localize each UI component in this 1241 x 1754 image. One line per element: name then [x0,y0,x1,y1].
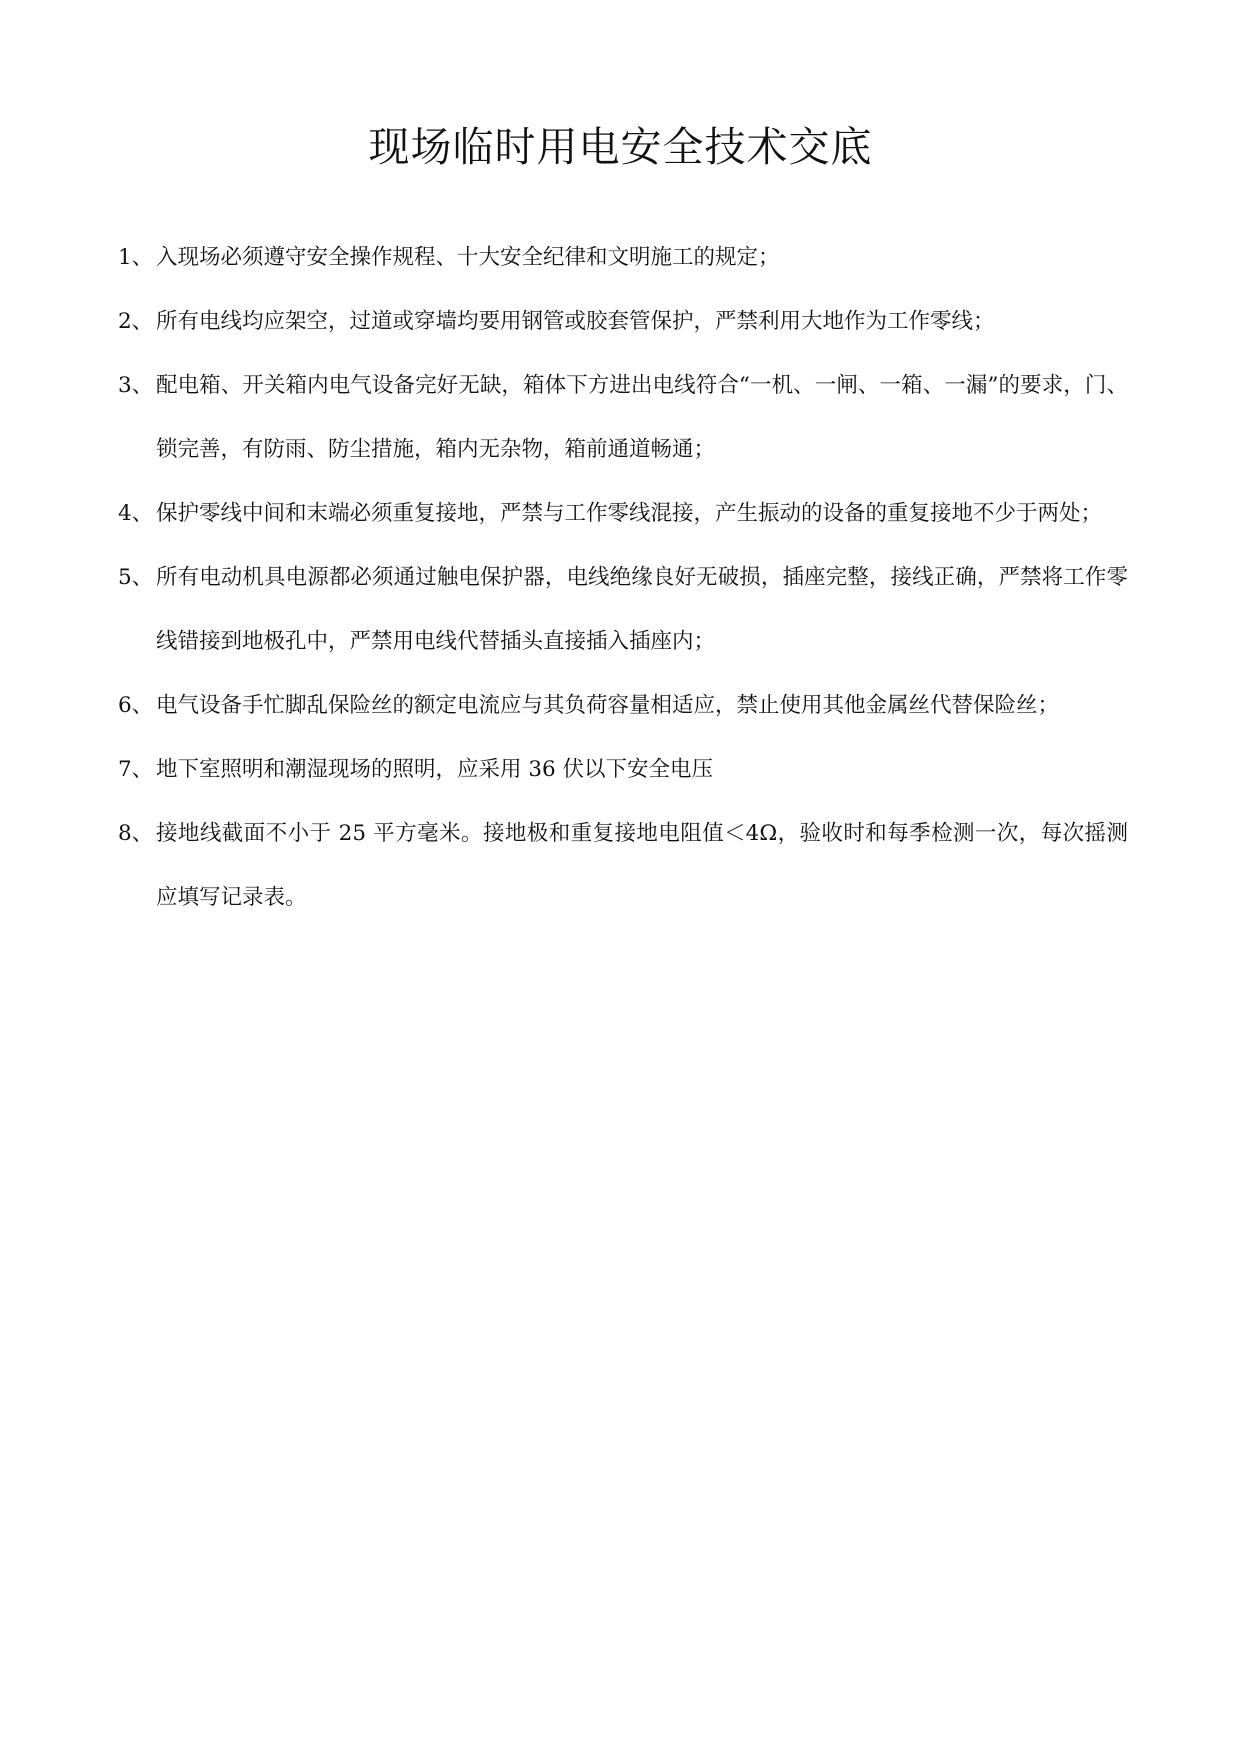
instruction-item-7 [118,738,1128,802]
instruction-list [118,226,1128,930]
item-number: 4、 [118,501,154,526]
item-number: 5、 [118,565,154,590]
item-text: 所有电动机具电源都必须通过触电保护器，电线绝缘良好无破损，插座完整，接线正确，严禁将工作零线错接到地极孔中，严禁用电线代替插头直接插入插座内； [156,565,1128,654]
item-text: 接地线截面不小于 25 平方毫米。接地极和重复接地电阻值＜4Ω，验收时和每季检测一次，每次摇测应填写记录表。 [156,821,1128,910]
instruction-item-8 [118,802,1128,930]
instruction-item-1 [118,226,1128,290]
item-text: 地下室照明和潮湿现场的照明，应采用 36 伏以下安全电压 [156,757,714,782]
instruction-item-4 [118,482,1128,546]
item-number: 8、 [118,821,154,846]
item-number: 6、 [118,693,154,718]
item-text: 电气设备手忙脚乱保险丝的额定电流应与其负荷容量相适应，禁止使用其他金属丝代替保险丝； [156,693,1060,718]
instruction-item-3 [118,354,1128,482]
item-number: 1、 [118,245,154,270]
item-text: 保护零线中间和末端必须重复接地，严禁与工作零线混接，产生振动的设备的重复接地不少于两处； [156,501,1103,526]
instruction-item-5 [118,546,1128,674]
instruction-item-2 [118,290,1128,354]
item-number: 2、 [118,309,154,334]
instruction-item-6 [118,674,1128,738]
item-text: 入现场必须遵守安全操作规程、十大安全纪律和文明施工的规定； [156,245,780,270]
document-title: 现场临时用电安全技术交底 [368,123,873,171]
item-number: 7、 [118,757,154,782]
item-text: 所有电线均应架空，过道或穿墙均要用钢管或胶套管保护，严禁利用大地作为工作零线； [156,309,995,334]
item-number: 3、 [118,373,154,398]
item-text: 配电箱、开关箱内电气设备完好无缺，箱体下方进出电线符合“一机、一闸、一箱、一漏”的要求，门、锁完善，有防雨、防尘措施，箱内无杂物，箱前通道畅通； [156,373,1128,462]
